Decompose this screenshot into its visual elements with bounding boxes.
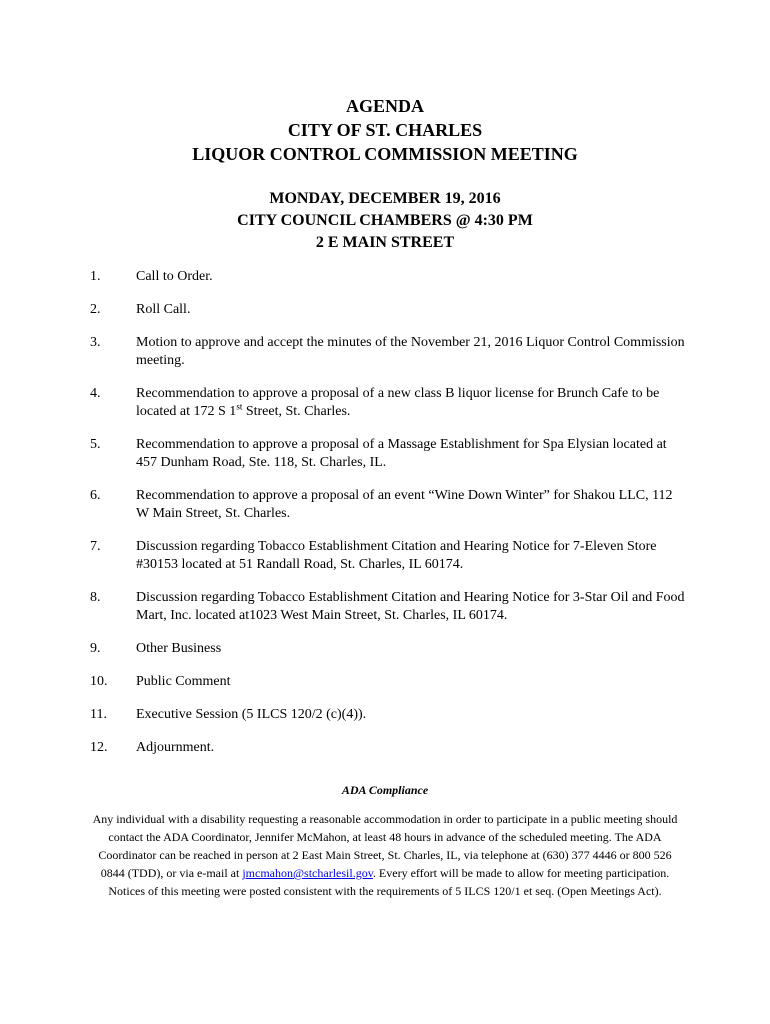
agenda-item-text: Discussion regarding Tobacco Establishment Citation and Hearing Notice for 7-Eleven Store #30153 located at 51 Randall Road, St. Charles, IL 60174. bbox=[136, 539, 657, 572]
agenda-item-text: Adjournment. bbox=[136, 740, 215, 755]
agenda-list bbox=[0, 268, 770, 772]
ada-text-part: . Every effort will be made to allow for meeting participation. Notices of this meeting were posted consistent with the requirements of 5 ILCS 120/1 et seq. (Open Meetings Act). bbox=[108, 866, 670, 898]
agenda-item-number: 3. bbox=[90, 335, 101, 350]
agenda-item bbox=[0, 436, 770, 472]
agenda-item-text: Other Business bbox=[136, 641, 222, 656]
meeting-details bbox=[0, 188, 770, 254]
agenda-item bbox=[0, 589, 770, 625]
agenda-item-number: 12. bbox=[90, 740, 108, 755]
agenda-item-number: 4. bbox=[90, 386, 101, 401]
agenda-item-text: Recommendation to approve a proposal of a Massage Establishment for Spa Elysian located at 457 Dunham Road, Ste. 118, St. Charles, IL. bbox=[136, 437, 667, 470]
agenda-item-text: Executive Session (5 ILCS 120/2 (c)(4)). bbox=[136, 707, 367, 722]
agenda-item-text bbox=[136, 385, 686, 421]
agenda-item bbox=[0, 487, 770, 523]
agenda-item bbox=[0, 538, 770, 574]
agenda-item-text-part: Recommendation to approve a proposal of a new class B liquor license for Brunch Cafe to be located at 172 S 1 bbox=[136, 386, 660, 419]
ada-compliance-heading: ADA Compliance bbox=[341, 783, 429, 797]
agenda-item bbox=[0, 739, 770, 757]
agenda-item bbox=[0, 334, 770, 370]
ada-compliance-text bbox=[90, 810, 680, 900]
agenda-item-text: Call to Order. bbox=[136, 269, 213, 284]
agenda-item-text: Motion to approve and accept the minutes of the November 21, 2016 Liquor Control Commission meeting. bbox=[136, 335, 685, 368]
agenda-item-text-part: Street, St. Charles. bbox=[242, 404, 351, 419]
agenda-item-number: 9. bbox=[90, 641, 101, 656]
agenda-item-number: 6. bbox=[90, 488, 101, 503]
ada-email-link[interactable]: jmcmahon@stcharlesil.gov bbox=[242, 866, 373, 880]
agenda-item-number: 10. bbox=[90, 674, 108, 689]
agenda-item bbox=[0, 673, 770, 691]
agenda-item-number: 1. bbox=[90, 269, 101, 284]
agenda-item-number: 8. bbox=[90, 590, 101, 605]
agenda-item bbox=[0, 301, 770, 319]
agenda-title: AGENDA bbox=[345, 96, 424, 116]
agenda-item bbox=[0, 385, 770, 421]
agenda-item-text: Public Comment bbox=[136, 674, 231, 689]
agenda-item-number: 7. bbox=[90, 539, 101, 554]
agenda-item-text: Discussion regarding Tobacco Establishment Citation and Hearing Notice for 3-Star Oil and Food Mart, Inc. located at1023 West Main Street, St. Charles, IL 60174. bbox=[136, 590, 685, 623]
agenda-item-number: 5. bbox=[90, 437, 101, 452]
meeting-address: 2 E MAIN STREET bbox=[315, 234, 455, 251]
agenda-item-text: Recommendation to approve a proposal of an event “Wine Down Winter” for Shakou LLC, 112 W Main Street, St. Charles. bbox=[136, 488, 673, 521]
meeting-name: LIQUOR CONTROL COMMISSION MEETING bbox=[192, 144, 578, 164]
ordinal-suffix: st bbox=[236, 401, 243, 412]
agenda-item bbox=[0, 706, 770, 724]
agenda-item-number: 11. bbox=[90, 707, 107, 722]
agenda-header bbox=[0, 94, 770, 166]
ada-text-part: Any individual with a disability requesting a reasonable accommodation in order to participate in a public meeting should contact the ADA Coordinator, Jennifer McMahon, at least 48 hours in advance of the scheduled meeting. The ADA Coordinator can be reached in person at 2 East Main Street, St. Charles, IL, via telephone at (630) 377 4446 or 800 526 0844 (TDD), or via e-mail at bbox=[92, 812, 678, 880]
meeting-date: MONDAY, DECEMBER 19, 2016 bbox=[269, 190, 501, 207]
agenda-item-number: 2. bbox=[90, 302, 101, 317]
city-name: CITY OF ST. CHARLES bbox=[287, 120, 483, 140]
agenda-item-text: Roll Call. bbox=[136, 302, 191, 317]
agenda-item bbox=[0, 640, 770, 658]
meeting-location-time: CITY COUNCIL CHAMBERS @ 4:30 PM bbox=[237, 212, 533, 229]
agenda-item bbox=[0, 268, 770, 286]
